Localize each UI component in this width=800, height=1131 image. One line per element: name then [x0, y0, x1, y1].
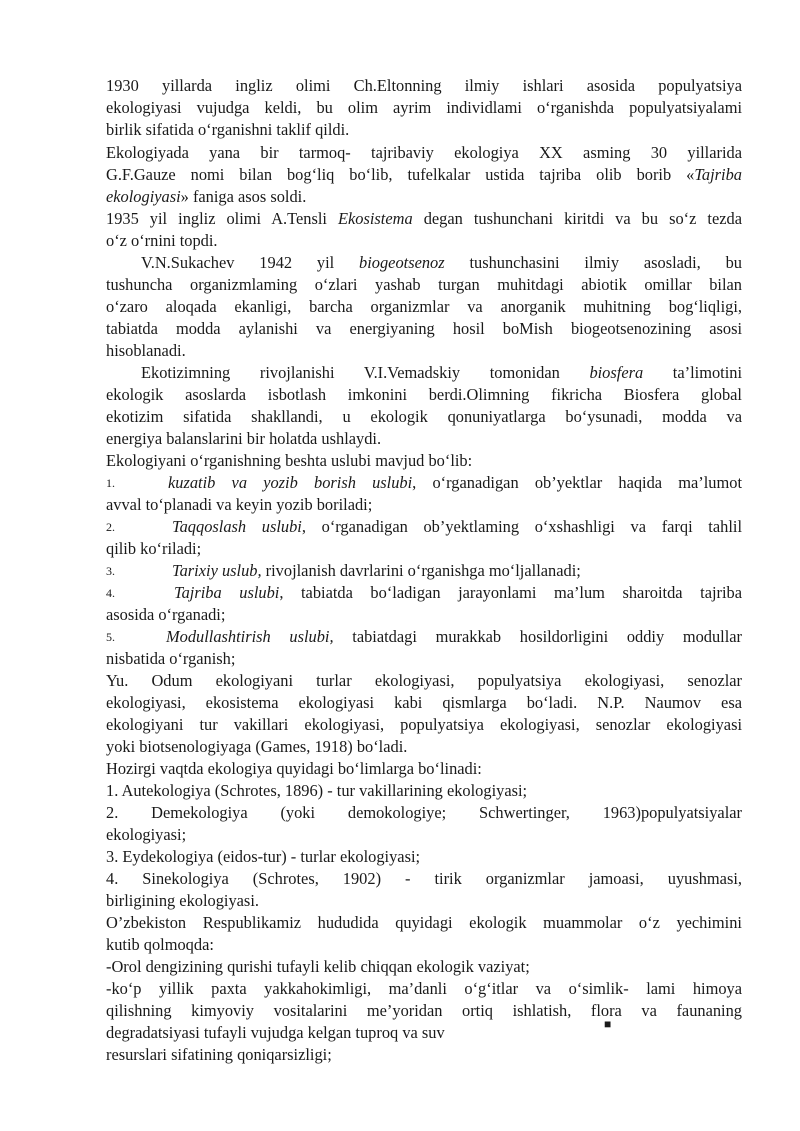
text-span: G.F.Gauze nomi bilan bog‘liq bo‘lib, tufelkalar ustida tajriba olib borib «: [106, 165, 695, 184]
list-item: [172, 560, 581, 582]
text-line: o‘z o‘rnini topdi.: [106, 231, 218, 250]
text-line: -Orol dengizining qurishi tufayli kelib chiqqan ekologik vaziyat;: [106, 957, 530, 976]
text-line: tabiatda modda aylanishi va energiyaning hosil boMish biogeotsenozining asosi: [106, 319, 742, 338]
list-item: [172, 516, 742, 538]
method-term: Modullashtirish uslubi,: [166, 627, 334, 646]
text-span: V.N.Sukachev 1942 yil: [141, 253, 360, 272]
list-item-continuation: asosida o‘rganadi;: [106, 605, 226, 624]
text-line: [106, 186, 742, 208]
text-span: , o‘rganadigan ob’yektlaming o‘xshashligi va farqi tahlil: [301, 517, 742, 536]
text-line: -ko‘p yillik paxta yakkahokimligi, ma’danli o‘g‘itlar va o‘simlik- lami himoya: [106, 979, 742, 998]
text-line: [141, 252, 742, 274]
italic-term: biogeotsenoz: [359, 253, 445, 272]
list-item: [168, 472, 742, 494]
text-line: ekologiyasi, ekosistema ekologiyasi kabi qismlarga bo‘ladi. N.P. Naumov esa: [106, 693, 742, 712]
text-line: ekotizim sifatida shakllandi, u ekologik qonuniyatlarga bo‘ysunadi, modda va: [106, 407, 742, 426]
text-line: ekologiyani tur vakillari ekologiyasi, populyatsiya ekologiyasi, senozlar ekologiyasi: [106, 715, 742, 734]
branch-item: 2. Demekologiya (yoki demokologiye; Schwertinger, 1963)populyatsiyalar: [106, 803, 742, 822]
text-line: energiya balanslarini bir holatda ushlaydi.: [106, 429, 382, 448]
list-number: 2.: [106, 520, 115, 534]
text-span: rivojlanish davrlarini o‘rganishga mo‘ljallanadi;: [261, 561, 581, 580]
branch-item-continuation: ekologiyasi;: [106, 825, 187, 844]
list-number: 1.: [106, 476, 115, 490]
text-line: tushuncha organizmlaming o‘zlari yashab turgan muhitdagi abiotik omillar bilan: [106, 275, 742, 294]
text-span: tushunchasini ilmiy asosladi, bu: [444, 253, 742, 272]
method-term: Taqqoslash uslubi: [172, 517, 302, 536]
text-span: , o‘rganadigan ob’yektlar haqida ma’lumot: [412, 473, 742, 492]
italic-term: Tajriba: [694, 165, 742, 184]
text-line: O’zbekiston Respublikamiz hududida quyidagi ekologik muammolar o‘z yechimini: [106, 913, 742, 932]
branch-item: 1. Autekologiya (Schrotes, 1896) - tur vakillarining ekologiyasi;: [106, 781, 528, 800]
text-line: birlik sifatida o‘rganishni taklif qildi.: [106, 120, 350, 139]
list-item: [174, 582, 742, 604]
text-line: [141, 362, 742, 384]
text-span: 1935 yil ingliz olimi A.Tensli: [106, 209, 339, 228]
text-line: Ekologiyani o‘rganishning beshta uslubi mavjud bo‘lib:: [106, 451, 473, 470]
italic-term: Ekosistema: [338, 209, 413, 228]
list-item-continuation: qilib ko‘riladi;: [106, 539, 202, 558]
text-span: tabiatdagi murakkab hosildorligini oddiy modullar: [333, 627, 743, 646]
text-line: resurslari sifatining qoniqarsizligi;: [106, 1045, 332, 1064]
text-span: Ekotizimning rivojlanishi V.I.Vemadskiy tomonidan: [141, 363, 590, 382]
text-line: Ekologiyada yana bir tarmoq- tajribaviy ekologiya XX asming 30 yillarida: [106, 143, 742, 162]
text-line: o‘zaro aloqada ekanligi, barcha organizmlar va anorganik muhitning bog‘liqligi,: [106, 297, 742, 316]
branch-item: 4. Sinekologiya (Schrotes, 1902) - tirik organizmlar jamoasi, uyushmasi,: [106, 869, 742, 888]
list-item-continuation: nisbatida o‘rganish;: [106, 649, 236, 668]
text-span: » faniga asos soldi.: [180, 187, 307, 206]
method-term: Tajriba uslubi: [174, 583, 280, 602]
text-span: , tabiatda bo‘ladigan jarayonlami ma’lum sharoitda tajriba: [279, 583, 742, 602]
text-line: ekologik asoslarda isbotlash imkonini berdi.Olimning fikricha Biosfera global: [106, 385, 742, 404]
text-line: 1930 yillarda ingliz olimi Ch.Eltonning ilmiy ishlari asosida populyatsiya: [106, 76, 742, 95]
italic-term: biosfera: [589, 363, 644, 382]
text-line: degradatsiyasi tufayli vujudga kelgan tuproq va suv: [106, 1023, 445, 1042]
list-item: [166, 626, 742, 648]
text-line: kutib qolmoqda:: [106, 935, 214, 954]
list-number: 5.: [106, 630, 115, 644]
text-span: ta’limotini: [643, 363, 742, 382]
text-line: yoki biotsenologiyaga (Games, 1918) bo‘ladi.: [106, 737, 408, 756]
italic-term: ekologiyasi: [106, 187, 181, 206]
method-term: Tarixiy uslub,: [172, 561, 262, 580]
text-line: qilishning kimyoviy vositalarini me’yoridan ortiq ishlatish, flora va faunaning: [106, 1001, 742, 1020]
list-number: 4.: [106, 586, 115, 600]
method-term: kuzatib va yozib borish uslubi: [168, 473, 413, 492]
branch-item: 3. Eydekologiya (eidos-tur) - turlar ekologiyasi;: [106, 847, 421, 866]
text-line: [106, 208, 742, 230]
list-item-continuation: avval to‘planadi va keyin yozib boriladi;: [106, 495, 373, 514]
text-span: degan tushunchani kiritdi va bu so‘z tezda: [412, 209, 743, 228]
text-line: [106, 164, 742, 186]
text-line: hisoblanadi.: [106, 341, 186, 360]
list-number: 3.: [106, 564, 115, 578]
text-line: ekologiyasi vujudga keldi, bu olim ayrim individlami o‘rganishda populyatsiyalami: [106, 98, 742, 117]
branch-item-continuation: birligining ekologiyasi.: [106, 891, 259, 910]
text-line: Yu. Odum ekologiyani turlar ekologiyasi, populyatsiya ekologiyasi, senozlar: [106, 671, 742, 690]
text-line: Hozirgi vaqtda ekologiya quyidagi bo‘limlarga bo‘linadi:: [106, 759, 482, 778]
bullet-mark: ■: [604, 1017, 612, 1031]
